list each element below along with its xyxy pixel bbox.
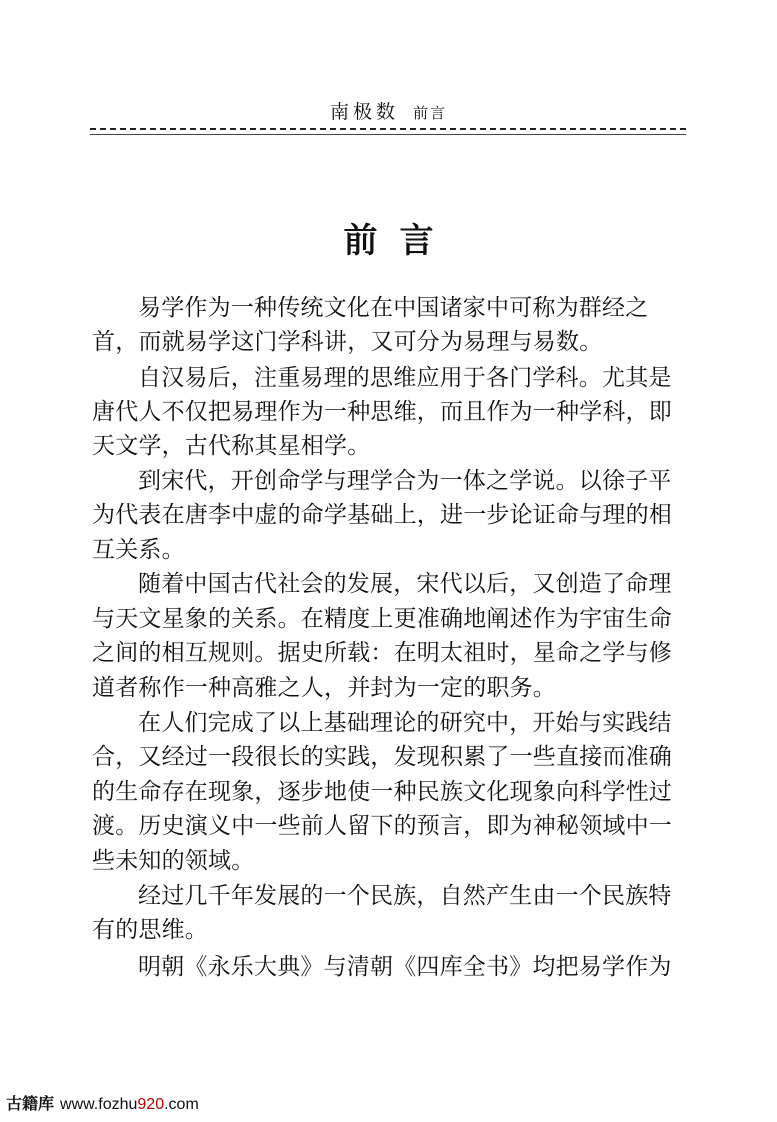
paragraph-line: 唐代人不仅把易理作为一种思维，而且作为一种学科，即: [92, 399, 672, 425]
footer-watermark: [6, 1091, 199, 1114]
footer-label: 古籍库: [6, 1096, 55, 1113]
paragraph-line: 首，而就易学这门学科讲，又可分为易理与易数。: [92, 329, 603, 355]
paragraph-line: 为代表在唐李中虚的命学基础上，进一步论证命与理的相: [92, 502, 672, 528]
footer-site[interactable]: [60, 1096, 199, 1113]
paragraph-line: 有的思维。: [92, 917, 208, 943]
paragraph-line: 经过几千年发展的一个民族，自然产生由一个民族特: [138, 883, 672, 909]
paragraph-line: 之间的相互规则。据史所载：在明太祖时，星命之学与修: [92, 640, 672, 666]
paragraph-line: 自汉易后，注重易理的思维应用于各门学科。尤其是: [138, 365, 672, 391]
footer-site-number: 920: [137, 1096, 165, 1113]
running-head: [0, 97, 777, 124]
paragraph-line: 的生命存在现象，逐步地使一种民族文化现象向科学性过: [92, 779, 672, 805]
footer-site-suffix: .com: [164, 1096, 199, 1113]
paragraph-line: 随着中国古代社会的发展，宋代以后，又创造了命理: [138, 571, 672, 597]
paragraph-line: 道者称作一种高雅之人，并封为一定的职务。: [92, 675, 556, 701]
paragraph-line: 到宋代，开创命学与理学合为一体之学说。以徐子平: [138, 468, 672, 494]
paragraph-line: 明朝《永乐大典》与清朝《四库全书》均把易学作为: [138, 954, 672, 980]
paragraph-line: 渡。历史演义中一些前人留下的预言，即为神秘领域中一: [92, 813, 672, 839]
chapter-title: 前言: [343, 221, 456, 261]
paragraph-line: 易学作为一种传统文化在中国诸家中可称为群经之: [138, 295, 649, 321]
header-rule-dashed: [90, 128, 686, 130]
running-head-section: 前言: [413, 104, 448, 122]
paragraph-line: 在人们完成了以上基础理论的研究中，开始与实践结: [138, 710, 672, 736]
paragraph-line: 互关系。: [92, 537, 185, 563]
paragraph-line: 与天文星象的关系。在精度上更准确地阐述作为宇宙生命: [92, 606, 672, 632]
footer-site-prefix: www.fozhu: [60, 1096, 138, 1113]
paragraph-line: 合，又经过一段很长的实践，发现积累了一些直接而准确: [92, 744, 672, 770]
paragraph-line: 天文学，古代称其星相学。: [92, 433, 371, 459]
paragraph-line: 些未知的领域。: [92, 848, 255, 874]
header-rule-solid: [90, 134, 686, 135]
running-head-book-title: 南极数: [329, 101, 399, 123]
